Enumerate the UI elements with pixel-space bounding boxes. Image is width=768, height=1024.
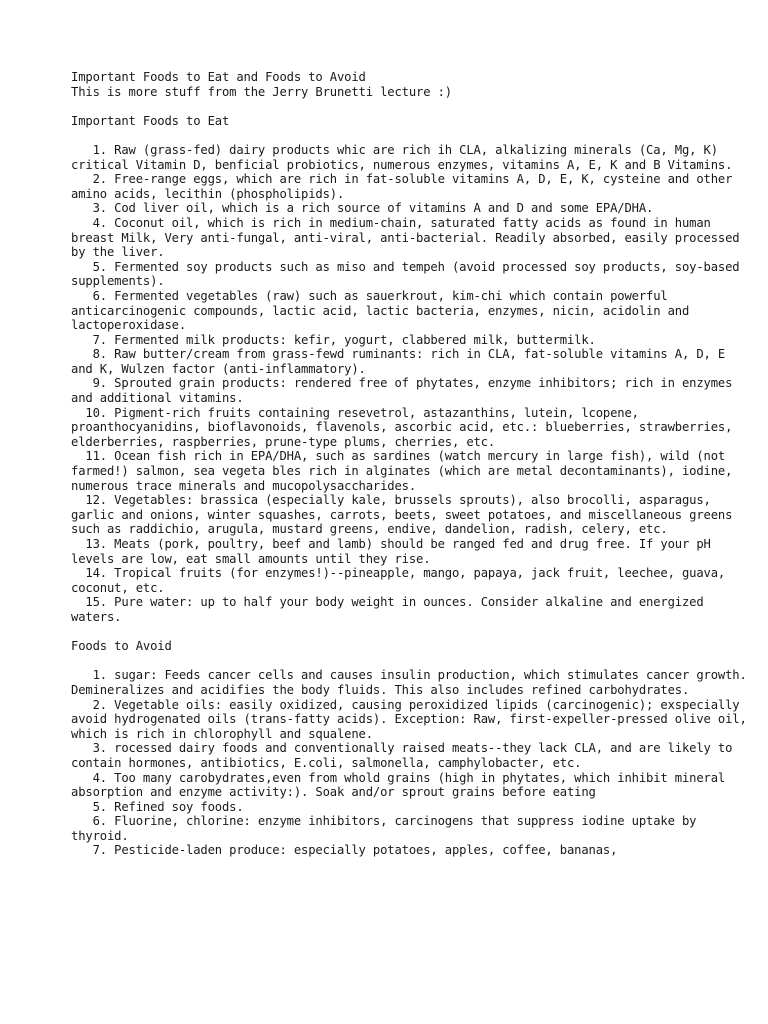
item-text: Too many carobydrates,even from whold grains (high in phytates, which inhibit mineral absorption and enzyme activity:). Soak and/or sprout grains before eating bbox=[71, 770, 733, 800]
item-number: 6. bbox=[71, 288, 115, 303]
eat-item-14 bbox=[71, 566, 751, 595]
item-text: Sprouted grain products: rendered free of phytates, enzyme inhibitors; rich in enzymes and additional vitamins. bbox=[71, 376, 740, 406]
item-text: Fermented vegetables (raw) such as sauerkrout, kim-chi which contain powerful anticarcinogenic compounds, lactic acid, lactic bacteria, enzymes, nicin, acidolin and lactoperoxidase. bbox=[71, 288, 697, 333]
eat-item-1 bbox=[71, 143, 751, 172]
eat-item-2 bbox=[71, 172, 751, 201]
item-number: 5. bbox=[71, 799, 115, 814]
item-number: 1. bbox=[71, 142, 115, 157]
item-text: Ocean fish rich in EPA/DHA, such as sardines (watch mercury in large fish), wild (not farmed!) salmon, sea vegeta bles rich in alginates (which are metal decontaminants), iodine, numerous trace minerals and mucopolysaccharides. bbox=[71, 449, 740, 493]
eat-item-5 bbox=[71, 260, 751, 289]
item-text: Tropical fruits (for enzymes!)--pineapple, mango, papaya, jack fruit, leechee, guava, coconut, etc. bbox=[71, 566, 733, 595]
eat-item-10 bbox=[71, 406, 751, 450]
item-number: 14. bbox=[71, 566, 115, 581]
spacer bbox=[71, 654, 751, 669]
item-number: 9. bbox=[71, 376, 115, 391]
eat-item-12 bbox=[71, 493, 751, 537]
item-number: 6. bbox=[71, 814, 115, 829]
avoid-list bbox=[71, 668, 754, 858]
eat-section-heading: Important Foods to Eat bbox=[71, 113, 230, 128]
item-text: Meats (pork, poultry, beef and lamb) should be ranged fed and drug free. If your pH levels are low, eat small amounts until they rise. bbox=[71, 537, 718, 566]
avoid-section-heading: Foods to Avoid bbox=[71, 639, 172, 654]
spacer bbox=[71, 128, 751, 143]
eat-item-4 bbox=[71, 216, 751, 260]
avoid-item-4 bbox=[71, 771, 751, 800]
item-number: 15. bbox=[71, 595, 115, 610]
item-text: Pesticide-laden produce: especially potatoes, apples, coffee, bananas, bbox=[114, 843, 618, 858]
item-text: rocessed dairy foods and conventionally raised meats--they lack CLA, and are likely to contain hormones, antibiotics, E.coli, salmonella, camphylobacter, etc. bbox=[71, 741, 740, 770]
item-number: 10. bbox=[71, 405, 115, 420]
avoid-item-6 bbox=[71, 814, 751, 843]
item-text: Fluorine, chlorine: enzyme inhibitors, carcinogens that suppress iodine uptake by thyroid. bbox=[71, 814, 704, 843]
item-number: 3. bbox=[71, 201, 115, 216]
item-number: 11. bbox=[71, 449, 115, 464]
item-text: Fermented milk products: kefir, yogurt, clabbered milk, buttermilk. bbox=[114, 332, 596, 347]
item-text: Free-range eggs, which are rich in fat-soluble vitamins A, D, E, K, cysteine and other amino acids, lecithin (phospholipids). bbox=[71, 172, 740, 201]
eat-item-8 bbox=[71, 347, 751, 376]
item-number: 2. bbox=[71, 172, 115, 187]
item-text: Fermented soy products such as miso and tempeh (avoid processed soy products, soy-based supplements). bbox=[71, 259, 747, 289]
eat-item-11 bbox=[71, 449, 751, 493]
eat-item-15 bbox=[71, 595, 751, 624]
item-text: Coconut oil, which is rich in medium-chain, saturated fatty acids as found in human breast Milk, Very anti-fungal, anti-viral, anti-bacterial. Readily absorbed, easily processed by the liver. bbox=[71, 215, 747, 260]
item-text: Raw butter/cream from grass-fewd ruminants: rich in CLA, fat-soluble vitamins A, D, E and K, Wulzen factor (anti-inflammatory). bbox=[71, 347, 733, 376]
item-text: Vegetables: brassica (especially kale, brussels sprouts), also brocolli, asparagus, garlic and onions, winter squashes, carrots, beets, sweet potatoes, and miscellaneous greens such as raddichio, arugula, mustard greens, endive, dandelion, radish, celery, etc. bbox=[71, 493, 740, 537]
item-number: 12. bbox=[71, 493, 115, 508]
spacer bbox=[71, 625, 751, 640]
item-number: 5. bbox=[71, 259, 115, 274]
item-number: 4. bbox=[71, 770, 115, 785]
avoid-item-5 bbox=[71, 800, 751, 815]
avoid-item-3 bbox=[71, 741, 751, 770]
eat-item-6 bbox=[71, 289, 751, 333]
document-page bbox=[71, 70, 754, 858]
eat-item-13 bbox=[71, 537, 751, 566]
item-number: 7. bbox=[71, 843, 115, 858]
avoid-item-1 bbox=[71, 668, 754, 697]
document-title: Important Foods to Eat and Foods to Avoid bbox=[71, 70, 366, 84]
item-number: 4. bbox=[71, 215, 115, 230]
item-text: Vegetable oils: easily oxidized, causing peroxidized lipids (carcinogenic); exspecially avoid hydrogenated oils (trans-fatty acids). Exception: Raw, first-expeller-pressed olive oil, which is rich in chlorophyll and squalene. bbox=[71, 697, 754, 741]
eat-item-9 bbox=[71, 376, 751, 405]
item-number: 2. bbox=[71, 697, 115, 712]
item-text: Cod liver oil, which is a rich source of vitamins A and D and some EPA/DHA. bbox=[114, 201, 654, 216]
item-number: 8. bbox=[71, 347, 115, 362]
avoid-item-2 bbox=[71, 697, 754, 742]
item-number: 7. bbox=[71, 332, 115, 347]
item-number: 13. bbox=[71, 537, 115, 551]
item-text: Raw (grass-fed) dairy products whic are rich ih CLA, alkalizing minerals (Ca, Mg, K) critical Vitamin D, benficial probiotics, numerous enzymes, vitamins A, E, K and B Vitamins. bbox=[71, 142, 733, 172]
item-text: Pigment-rich fruits containing resevetrol, astazanthins, lutein, lcopene, proanthocyanidins, bioflavonoids, flavenols, ascorbic acid, etc.: blueberries, strawberries, elderberries, raspberries, prune-type plums, cherries, etc. bbox=[71, 405, 740, 449]
item-text: Refined soy foods. bbox=[114, 799, 244, 814]
document-subtitle: This is more stuff from the Jerry Brunetti lecture :) bbox=[71, 84, 452, 99]
item-text: Pure water: up to half your body weight in ounces. Consider alkaline and energized waters. bbox=[71, 595, 711, 624]
spacer bbox=[71, 99, 751, 114]
item-number: 1. bbox=[71, 668, 115, 683]
avoid-item-7 bbox=[71, 843, 751, 858]
eat-item-3 bbox=[71, 201, 751, 216]
item-number: 3. bbox=[71, 741, 115, 756]
item-text: sugar: Feeds cancer cells and causes insulin production, which stimulates cancer growth. Demineralizes and acidifies the body fluids. This also includes refined carbohydrates. bbox=[71, 668, 754, 697]
eat-item-7 bbox=[71, 333, 751, 348]
eat-list bbox=[71, 143, 751, 625]
